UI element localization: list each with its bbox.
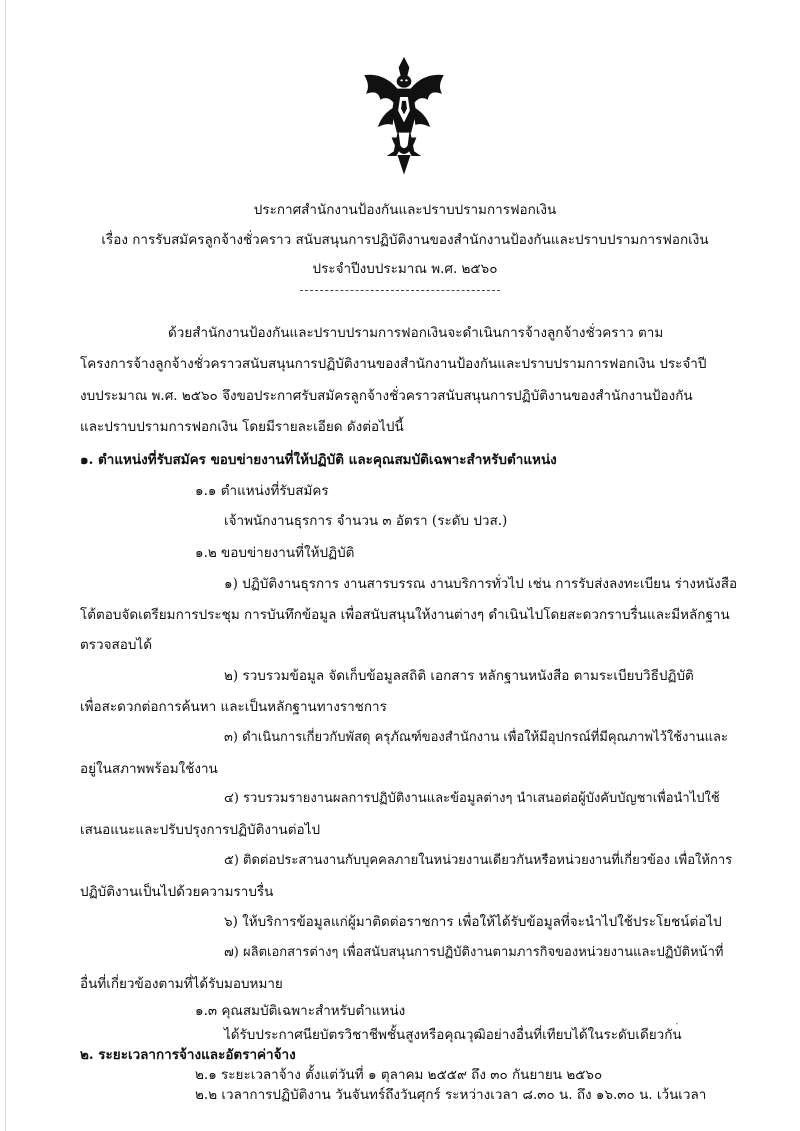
- s12-heading: ๑.๒ ขอบข่ายงานที่ให้ปฏิบัติ: [195, 545, 355, 561]
- duty-7-line-2: อื่นที่เกี่ยวข้องตามที่ได้รับมอบหมาย: [80, 976, 283, 992]
- s22-line-1: ๒.๒ เวลาการปฏิบัติงาน วันจันทร์ถึงวันศุกร์ ระหว่างเวลา ๘.๓๐ น. ถึง ๑๖.๓๐ น. เว้นเวลา: [195, 1087, 707, 1103]
- s11-heading: ๑.๑ ตำแหน่งที่รับสมัคร: [195, 483, 329, 499]
- s13-text: ได้รับประกาศนียบัตรวิชาชีพชั้นสูงหรือคุณวุฒิอย่างอื่นที่เทียบได้ในระดับเดียวกัน: [224, 1027, 682, 1043]
- intro-line-3: งบประมาณ พ.ศ. ๒๕๖๐ จึงขอประกาศรับสมัครลูกจ้างชั่วคราวสนับสนุนการปฏิบัติงานของสำนักงานป้องกัน: [80, 388, 693, 404]
- duty-4-line-2: เสนอแนะและปรับปรุงการปฏิบัติงานต่อไป: [80, 822, 321, 838]
- section2-heading: ๒. ระยะเวลาการจ้างและอัตราค่าจ้าง: [80, 1047, 296, 1063]
- duty-2-line-2: เพื่อสะดวกต่อการค้นหา และเป็นหลักฐานทางราชการ: [80, 699, 387, 715]
- announcement-title: ประกาศสำนักงานป้องกันและปราบปรามการฟอกเงิน: [253, 202, 557, 218]
- duty-1-line-1: ๑) ปฏิบัติงานธุรการ งานสารบรรณ งานบริการทั่วไป เช่น การรับส่งลงทะเบียน ร่างหนังสือ: [224, 576, 738, 592]
- s21-text: ๒.๑ ระยะเวลาจ้าง ตั้งแต่วันที่ ๑ ตุลาคม ๒๕๕๙ ถึง ๓๐ กันยายน ๒๕๖๐: [195, 1067, 603, 1083]
- duty-2-line-1: ๒) รวบรวมข้อมูล จัดเก็บข้อมูลสถิติ เอกสาร หลักฐานหนังสือ ตามระเบียบวิธีปฏิบัติ: [224, 668, 694, 684]
- scan-edge-line: [5, 0, 6, 1131]
- s13-heading: ๑.๓ คุณสมบัติเฉพาะสำหรับตำแหน่ง: [195, 1003, 406, 1019]
- intro-line-4: และปราบปรามการฟอกเงิน โดยมีรายละเอียด ดังต่อไปนี้: [80, 419, 404, 435]
- intro-line-2: โครงการจ้างลูกจ้างชั่วคราวสนับสนุนการปฏิบัติงานของสำนักงานป้องกันและปราบปรามการฟอกเงิน ประจำปี: [80, 356, 707, 372]
- duty-7-line-1: ๗) ผลิตเอกสารต่างๆ เพื่อสนับสนุนการปฏิบัติงานตามภารกิจของหน่วยงานและปฏิบัติหน้าที่: [224, 945, 724, 960]
- separator-rule: [300, 290, 500, 291]
- duty-4-line-1: ๔) รวบรวมรายงานผลการปฏิบัติงานและข้อมูลต่างๆ นำเสนอต่อผู้บังคับบัญชาเพื่อนำไปใช้: [224, 791, 720, 806]
- duty-5-line-2: ปฏิบัติงานเป็นไปด้วยความราบรื่น: [80, 884, 274, 900]
- duty-1-line-2: โต้ตอบจัดเตรียมการประชุม การบันทึกข้อมูล เพื่อสนับสนุนให้งานต่างๆ ดำเนินไปโดยสะดวกราบรื่นและมีหลักฐาน: [80, 607, 730, 623]
- intro-line-1: ด้วยสำนักงานป้องกันและปราบปรามการฟอกเงินจะดำเนินการจ้างลูกจ้างชั่วคราว ตาม: [168, 325, 664, 341]
- duty-1-line-3: ตรวจสอบได้: [80, 637, 152, 653]
- duty-5-line-1: ๕) ติดต่อประสานงานกับบุคคลภายในหน่วยงานเดียวกันหรือหน่วยงานที่เกี่ยวข้อง เพื่อให้การ: [224, 853, 733, 868]
- duty-6-line-1: ๖) ให้บริการข้อมูลแก่ผู้มาติดต่อราชการ เพื่อให้ได้รับข้อมูลที่จะนำไปใช้ประโยชน์ต่อไป: [224, 914, 722, 930]
- duty-3-line-1: ๓) ดำเนินการเกี่ยวกับพัสดุ ครุภัณฑ์ของสำนักงาน เพื่อให้มีอุปกรณ์ที่มีคุณภาพไว้ใช้งานและ: [224, 730, 728, 745]
- section1-heading: ๑. ตำแหน่งที่รับสมัคร ขอบข่ายงานที่ให้ปฏิบัติ และคุณสมบัติเฉพาะสำหรับตำแหน่ง: [80, 452, 557, 468]
- duty-3-line-2: อยู่ในสภาพพร้อมใช้งาน: [80, 761, 218, 777]
- garuda-emblem-icon: [355, 54, 453, 176]
- announcement-subject: เรื่อง การรับสมัครลูกจ้างชั่วคราว สนับสนุนการปฏิบัติงานของสำนักงานป้องกันและปราบปรามการฟอกเงิน: [101, 232, 709, 248]
- fiscal-year-line: ประจำปีงบประมาณ พ.ศ. ๒๕๖๐: [312, 261, 498, 277]
- s11-text: เจ้าพนักงานธุรการ จำนวน ๓ อัตรา (ระดับ ปวส.): [224, 513, 508, 529]
- scan-speck: ·: [675, 1017, 679, 1031]
